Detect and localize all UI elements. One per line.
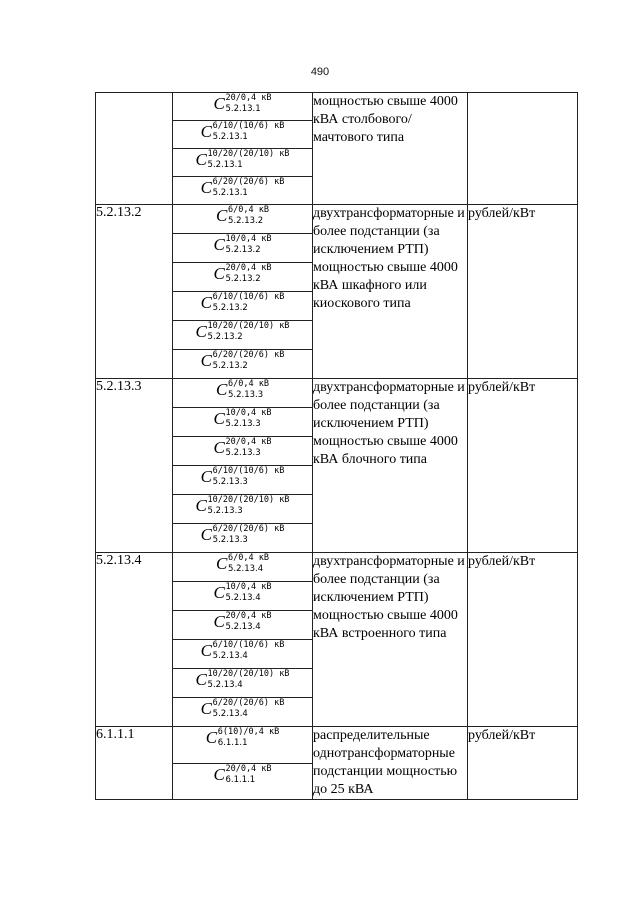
formula-base: C: [213, 409, 225, 428]
formula-subscript: 5.2.13.4: [225, 622, 261, 632]
formula-subscript: 5.2.13.3: [228, 390, 264, 400]
formula-subscript: 5.2.13.4: [212, 709, 248, 719]
unit-cell: рублей/кВт: [468, 553, 578, 727]
unit-cell: рублей/кВт: [468, 205, 578, 379]
item-code-cell: [96, 93, 173, 205]
formula-superscript: 6/10/(10/6) кВ: [212, 466, 285, 476]
formula-base: C: [213, 235, 225, 254]
formula-base: C: [213, 583, 225, 602]
formula-base: C: [200, 699, 213, 718]
formula-superscript: 6/10/(10/6) кВ: [212, 292, 285, 302]
formula-subscript: 5.2.13.3: [225, 419, 261, 429]
cost-formula: [201, 350, 285, 374]
formula-superscript: 6/20/(20/6) кВ: [212, 350, 285, 360]
formula-cell: [173, 121, 313, 149]
page-number: 490: [310, 66, 330, 78]
cost-formula: [216, 553, 269, 577]
cost-formula: [213, 582, 271, 606]
description-cell: мощностью свыше 4000 кВА столбового/мачтового типа: [313, 93, 468, 205]
formula-base: C: [213, 94, 225, 113]
cost-formula: [201, 524, 285, 548]
formula-subscript: 5.2.13.4: [212, 651, 248, 661]
formula-cell: [173, 611, 313, 640]
cost-formula: [201, 292, 285, 316]
formula-base: C: [200, 525, 213, 544]
formula-base: C: [200, 178, 213, 197]
table-row: [96, 93, 578, 121]
cost-formula: [196, 149, 290, 173]
formula-cell: [173, 669, 313, 698]
cost-formula: [201, 177, 285, 201]
formula-superscript: 6/0,4 кВ: [228, 553, 269, 563]
formula-subscript: 5.2.13.4: [207, 680, 243, 690]
formula-superscript: 20/0,4 кВ: [225, 263, 272, 273]
formula-cell: [173, 263, 313, 292]
formula-cell: [173, 524, 313, 553]
formula-subscript: 5.2.13.1: [212, 188, 248, 198]
formula-cell: [173, 640, 313, 669]
formula-superscript: 20/0,4 кВ: [225, 93, 272, 103]
description-cell: двухтрансформаторные и более подстанции (за исключением РТП) мощностью свыше 4000 кВА шкафного или киоскового типа: [313, 205, 468, 379]
description-cell: двухтрансформаторные и более подстанции (за исключением РТП) мощностью свыше 4000 кВА встроенного типа: [313, 553, 468, 727]
formula-subscript: 5.2.13.2: [225, 274, 261, 284]
formula-superscript: 20/0,4 кВ: [225, 611, 272, 621]
table-row: [96, 727, 578, 764]
formula-cell: [173, 379, 313, 408]
formula-subscript: 5.2.13.2: [228, 216, 264, 226]
formula-superscript: 6/0,4 кВ: [228, 205, 269, 215]
formula-superscript: 6/20/(20/6) кВ: [212, 698, 285, 708]
cost-formula: [213, 93, 271, 117]
cost-formula: [201, 466, 285, 490]
formula-cell: [173, 763, 313, 800]
formula-superscript: 10/20/(20/10) кВ: [207, 669, 290, 679]
formula-superscript: 10/0,4 кВ: [225, 408, 272, 418]
formula-superscript: 10/20/(20/10) кВ: [207, 495, 290, 505]
table-row: [96, 553, 578, 582]
cost-formula: [196, 321, 290, 345]
formula-superscript: 10/20/(20/10) кВ: [207, 149, 290, 159]
formula-base: C: [200, 122, 213, 141]
item-code-cell: 6.1.1.1: [96, 727, 173, 800]
cost-formula: [213, 611, 271, 635]
formula-superscript: 6/10/(10/6) кВ: [212, 121, 285, 131]
cost-formula: [213, 263, 271, 287]
formula-subscript: 5.2.13.3: [212, 535, 248, 545]
formula-base: C: [216, 206, 228, 225]
formula-subscript: 5.2.13.4: [225, 593, 261, 603]
formula-subscript: 5.2.13.3: [212, 477, 248, 487]
formula-cell: [173, 727, 313, 764]
formula-base: C: [216, 554, 228, 573]
cost-formula: [196, 495, 290, 519]
formula-superscript: 10/0,4 кВ: [225, 582, 272, 592]
formula-base: C: [200, 293, 213, 312]
formula-cell: [173, 582, 313, 611]
formula-base: C: [195, 322, 207, 341]
formula-cell: [173, 292, 313, 321]
formula-subscript: 5.2.13.2: [212, 303, 248, 313]
formula-cell: [173, 553, 313, 582]
formula-superscript: 10/20/(20/10) кВ: [207, 321, 290, 331]
cost-formula: [201, 640, 285, 664]
formula-subscript: 5.2.13.1: [207, 160, 243, 170]
table-row: [96, 379, 578, 408]
formula-base: C: [213, 264, 225, 283]
formula-base: C: [200, 467, 213, 486]
formula-cell: [173, 234, 313, 263]
formula-superscript: 20/0,4 кВ: [225, 763, 272, 774]
description-cell: двухтрансформаторные и более подстанции (за исключением РТП) мощностью свыше 4000 кВА блочного типа: [313, 379, 468, 553]
formula-base: C: [195, 670, 207, 689]
formula-cell: [173, 149, 313, 177]
cost-formula: [206, 727, 279, 751]
formula-cell: [173, 437, 313, 466]
formula-base: C: [195, 496, 207, 515]
formula-base: C: [200, 351, 213, 370]
formula-subscript: 6.1.1.1: [225, 774, 256, 785]
tariff-table: [95, 92, 578, 800]
formula-subscript: 6.1.1.1: [217, 738, 248, 748]
formula-base: C: [213, 764, 225, 784]
formula-base: C: [216, 380, 228, 399]
formula-superscript: 6(10)/0,4 кВ: [217, 727, 280, 737]
formula-base: C: [195, 150, 207, 169]
cost-formula: [201, 698, 285, 722]
formula-cell: [173, 350, 313, 379]
formula-subscript: 5.2.13.3: [207, 506, 243, 516]
formula-cell: [173, 408, 313, 437]
unit-cell: рублей/кВт: [468, 379, 578, 553]
formula-superscript: 6/20/(20/6) кВ: [212, 524, 285, 534]
cost-formula: [196, 669, 290, 693]
formula-cell: [173, 321, 313, 350]
cost-formula: [213, 408, 271, 432]
cost-formula: [216, 205, 269, 229]
formula-cell: [173, 93, 313, 121]
cost-formula: [213, 234, 271, 258]
formula-base: C: [213, 438, 225, 457]
formula-base: C: [200, 641, 213, 660]
formula-superscript: 20/0,4 кВ: [225, 437, 272, 447]
table-row: [96, 205, 578, 234]
formula-subscript: 5.2.13.4: [228, 564, 264, 574]
formula-cell: [173, 495, 313, 524]
formula-cell: [173, 177, 313, 205]
formula-cell: [173, 698, 313, 727]
formula-subscript: 5.2.13.1: [212, 132, 248, 142]
formula-base: C: [213, 612, 225, 631]
cost-formula: [213, 764, 271, 788]
unit-cell: [468, 93, 578, 205]
formula-subscript: 5.2.13.2: [212, 361, 248, 371]
cost-formula: [213, 437, 271, 461]
formula-cell: [173, 205, 313, 234]
item-code-cell: 5.2.13.3: [96, 379, 173, 553]
cost-formula: [216, 379, 269, 403]
description-cell: распределительные однотрансформаторные подстанции мощностью до 25 кВА: [313, 727, 468, 800]
formula-superscript: 10/0,4 кВ: [225, 234, 272, 244]
formula-superscript: 6/0,4 кВ: [228, 379, 269, 389]
formula-superscript: 6/20/(20/6) кВ: [212, 177, 285, 187]
formula-cell: [173, 466, 313, 495]
formula-subscript: 5.2.13.2: [225, 245, 261, 255]
formula-base: C: [205, 728, 218, 747]
cost-formula: [201, 121, 285, 145]
formula-superscript: 6/10/(10/6) кВ: [212, 640, 285, 650]
formula-subscript: 5.2.13.2: [207, 332, 243, 342]
item-code-cell: 5.2.13.4: [96, 553, 173, 727]
formula-subscript: 5.2.13.1: [225, 104, 261, 114]
unit-cell: рублей/кВт: [468, 727, 578, 800]
item-code-cell: 5.2.13.2: [96, 205, 173, 379]
formula-subscript: 5.2.13.3: [225, 448, 261, 458]
